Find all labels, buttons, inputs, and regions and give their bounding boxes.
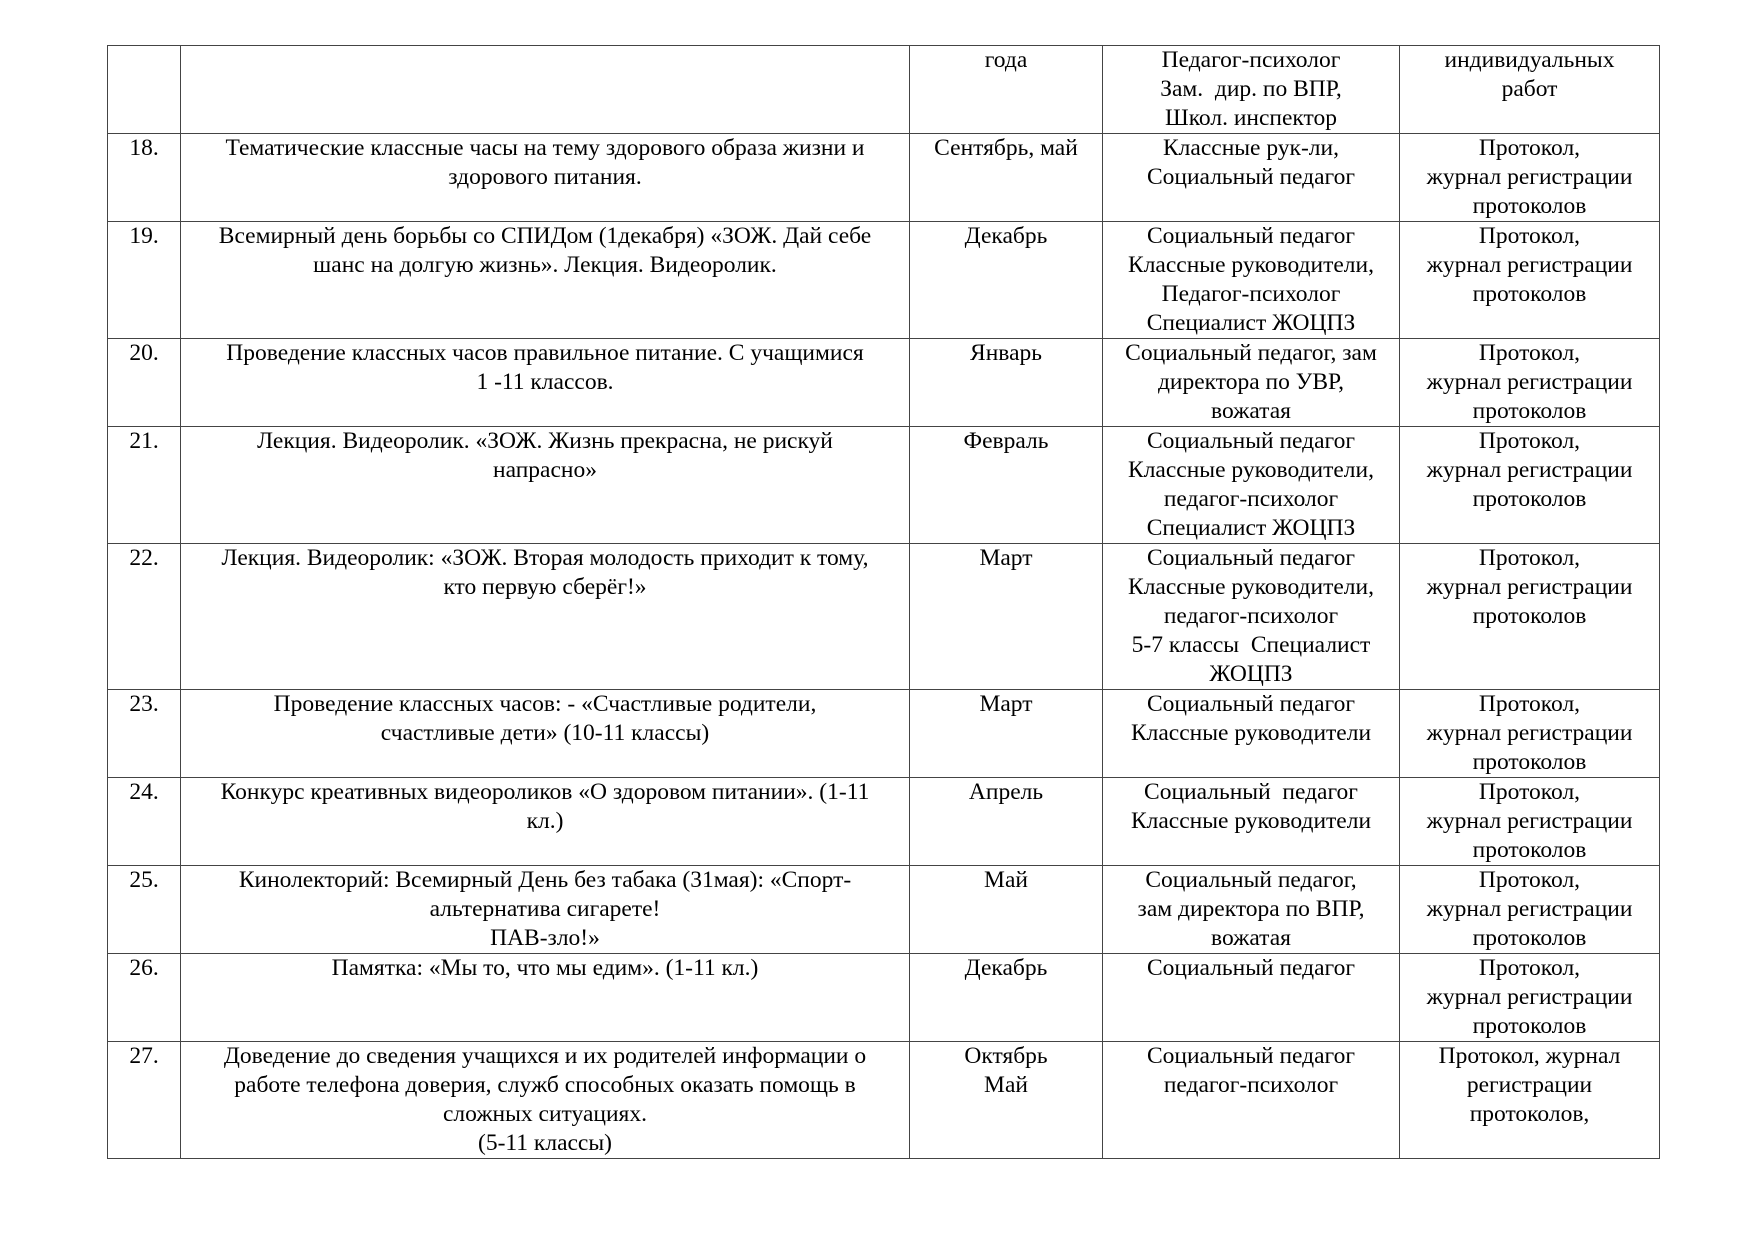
event-cell bbox=[181, 1042, 910, 1159]
responsible-cell-line: Социальный педагог bbox=[1146, 164, 1355, 190]
report-form-cell bbox=[1400, 339, 1660, 427]
responsible-cell-line: Специалист ЖОЦПЗ bbox=[1146, 310, 1356, 336]
event-cell bbox=[181, 778, 910, 866]
term-cell bbox=[910, 427, 1103, 544]
term-cell bbox=[910, 222, 1103, 339]
row-number-cell-text: 20. bbox=[129, 340, 159, 366]
table-row bbox=[108, 222, 1660, 339]
event-cell bbox=[181, 339, 910, 427]
responsible-cell-line: педагог-психолог bbox=[1163, 486, 1339, 512]
report-form-cell-line: Протокол, bbox=[1478, 955, 1581, 981]
report-form-cell-line: Протокол, bbox=[1478, 223, 1581, 249]
report-form-cell bbox=[1400, 690, 1660, 778]
responsible-cell-line: вожатая bbox=[1211, 925, 1291, 951]
report-form-cell-line: журнал регистрации bbox=[1426, 164, 1633, 190]
responsible-cell-line: педагог-психолог bbox=[1163, 1072, 1339, 1098]
responsible-cell-line: Классные руководители bbox=[1130, 720, 1372, 746]
report-form-cell bbox=[1400, 134, 1660, 222]
responsible-cell bbox=[1103, 222, 1400, 339]
term-cell-line: Январь bbox=[970, 340, 1042, 366]
table-row bbox=[108, 339, 1660, 427]
report-form-cell-line: протоколов bbox=[1472, 925, 1587, 951]
term-cell bbox=[910, 339, 1103, 427]
term-cell bbox=[910, 954, 1103, 1042]
event-cell bbox=[181, 46, 910, 134]
report-form-cell-line: журнал регистрации bbox=[1426, 457, 1633, 483]
responsible-cell bbox=[1103, 1042, 1400, 1159]
responsible-cell-line: Зам. дир. по ВПР, bbox=[1160, 76, 1342, 102]
table-row bbox=[108, 427, 1660, 544]
table-row bbox=[108, 544, 1660, 690]
responsible-cell-line: Социальный педагог bbox=[1146, 1043, 1355, 1069]
responsible-cell-line: Классные рук-ли, bbox=[1163, 135, 1339, 161]
event-cell-line: Конкурс креативных видеороликов «О здоровом питании». (1-11 bbox=[220, 779, 870, 805]
report-form-cell-line: Протокол, bbox=[1478, 867, 1581, 893]
responsible-cell-line: ЖОЦПЗ bbox=[1209, 661, 1293, 687]
event-cell-line: шанс на долгую жизнь». Лекция. Видеоролик. bbox=[313, 252, 777, 278]
event-cell-line: напрасно» bbox=[493, 457, 597, 483]
event-cell-line: альтернатива сигарете! bbox=[429, 896, 661, 922]
term-cell bbox=[910, 544, 1103, 690]
row-number-cell-text: 24. bbox=[129, 779, 159, 805]
report-form-cell-line: журнал регистрации bbox=[1426, 252, 1633, 278]
event-cell bbox=[181, 134, 910, 222]
responsible-cell-line: Классные руководители, bbox=[1128, 252, 1374, 278]
report-form-cell-line: Протокол, bbox=[1478, 428, 1581, 454]
report-form-cell-line: журнал регистрации bbox=[1426, 808, 1633, 834]
responsible-cell bbox=[1103, 46, 1400, 134]
report-form-cell-line: журнал регистрации bbox=[1426, 720, 1633, 746]
event-cell-line: Памятка: «Мы то, что мы едим». (1-11 кл.) bbox=[331, 955, 759, 981]
responsible-cell-line: Социальный педагог bbox=[1146, 955, 1355, 981]
event-cell-line: сложных ситуациях. bbox=[443, 1101, 647, 1127]
report-form-cell-line: работ bbox=[1501, 76, 1558, 102]
responsible-cell bbox=[1103, 954, 1400, 1042]
report-form-cell bbox=[1400, 544, 1660, 690]
responsible-cell-line: Классные руководители, bbox=[1128, 457, 1374, 483]
report-form-cell-line: протоколов bbox=[1472, 193, 1587, 219]
responsible-cell-line: Педагог-психолог bbox=[1161, 47, 1341, 73]
report-form-cell-line: регистрации bbox=[1466, 1072, 1593, 1098]
table-row bbox=[108, 866, 1660, 954]
responsible-cell-line: зам директора по ВПР, bbox=[1137, 896, 1365, 922]
term-cell bbox=[910, 690, 1103, 778]
row-number-cell-text: 25. bbox=[129, 867, 159, 893]
term-cell-line: Апрель bbox=[968, 779, 1044, 805]
report-form-cell bbox=[1400, 427, 1660, 544]
report-form-cell-line: протоколов bbox=[1472, 398, 1587, 424]
report-form-cell-line: Протокол, bbox=[1478, 545, 1581, 571]
table-row bbox=[108, 778, 1660, 866]
event-cell bbox=[181, 427, 910, 544]
responsible-cell-line: Педагог-психолог bbox=[1161, 281, 1341, 307]
event-cell-line: здорового питания. bbox=[448, 164, 642, 190]
responsible-cell-line: Социальный педагог bbox=[1146, 691, 1355, 717]
table-row bbox=[108, 134, 1660, 222]
report-form-cell-line: журнал регистрации bbox=[1426, 896, 1633, 922]
row-number-cell bbox=[108, 427, 181, 544]
responsible-cell-line: Социальный педагог bbox=[1144, 779, 1358, 805]
term-cell bbox=[910, 778, 1103, 866]
event-cell-line: Лекция. Видеоролик: «ЗОЖ. Вторая молодость приходит к тому, bbox=[221, 545, 869, 571]
event-cell-line: счастливые дети» (10-11 классы) bbox=[380, 720, 710, 746]
responsible-cell-line: Социальный педагог, bbox=[1145, 867, 1357, 893]
event-cell-line: работе телефона доверия, служб способных оказать помощь в bbox=[234, 1072, 856, 1098]
event-cell bbox=[181, 866, 910, 954]
term-cell-line: Декабрь bbox=[964, 223, 1048, 249]
report-form-cell-line: протоколов, bbox=[1469, 1101, 1590, 1127]
report-form-cell bbox=[1400, 1042, 1660, 1159]
report-form-cell-line: Протокол, bbox=[1478, 135, 1581, 161]
term-cell-line: Май bbox=[984, 1072, 1028, 1098]
report-form-cell bbox=[1400, 222, 1660, 339]
responsible-cell-line: Социальный педагог, зам bbox=[1125, 340, 1377, 366]
responsible-cell-line: Социальный педагог bbox=[1146, 545, 1355, 571]
report-form-cell-line: журнал регистрации bbox=[1426, 369, 1633, 395]
responsible-cell bbox=[1103, 866, 1400, 954]
report-form-cell-line: индивидуальных bbox=[1444, 47, 1615, 73]
row-number-cell-text: 23. bbox=[129, 691, 159, 717]
events-plan-table bbox=[107, 45, 1660, 1159]
row-number-cell bbox=[108, 222, 181, 339]
report-form-cell bbox=[1400, 866, 1660, 954]
report-form-cell-line: протоколов bbox=[1472, 1013, 1587, 1039]
report-form-cell-line: протоколов bbox=[1472, 749, 1587, 775]
row-number-cell bbox=[108, 778, 181, 866]
term-cell-line: года bbox=[984, 47, 1028, 73]
responsible-cell-line: 5-7 классы Специалист bbox=[1131, 632, 1371, 658]
report-form-cell-line: Протокол, журнал bbox=[1438, 1043, 1621, 1069]
row-number-cell bbox=[108, 544, 181, 690]
responsible-cell bbox=[1103, 427, 1400, 544]
event-cell-line: кл.) bbox=[526, 808, 564, 834]
event-cell-line: Проведение классных часов правильное питание. С учащимися bbox=[226, 340, 864, 366]
row-number-cell bbox=[108, 339, 181, 427]
event-cell-line: (5-11 классы) bbox=[478, 1130, 612, 1156]
term-cell-line: Март bbox=[979, 545, 1033, 571]
event-cell-line: 1 -11 классов. bbox=[476, 369, 614, 395]
term-cell bbox=[910, 46, 1103, 134]
term-cell bbox=[910, 866, 1103, 954]
term-cell-line: Декабрь bbox=[964, 955, 1048, 981]
event-cell-line: Доведение до сведения учащихся и их родителей информации о bbox=[223, 1043, 867, 1069]
responsible-cell bbox=[1103, 778, 1400, 866]
table-row bbox=[108, 690, 1660, 778]
event-cell-line: ПАВ-зло!» bbox=[490, 925, 600, 951]
report-form-cell bbox=[1400, 954, 1660, 1042]
term-cell bbox=[910, 1042, 1103, 1159]
row-number-cell-text: 18. bbox=[129, 135, 159, 161]
responsible-cell-line: директора по УВР, bbox=[1157, 369, 1345, 395]
responsible-cell-line: Специалист ЖОЦПЗ bbox=[1146, 515, 1356, 541]
row-number-cell bbox=[108, 1042, 181, 1159]
row-number-cell bbox=[108, 690, 181, 778]
responsible-cell bbox=[1103, 134, 1400, 222]
responsible-cell bbox=[1103, 544, 1400, 690]
term-cell-line: Сентябрь, май bbox=[934, 135, 1078, 161]
row-number-cell-text: 27. bbox=[129, 1043, 159, 1069]
report-form-cell-line: Протокол, bbox=[1478, 691, 1581, 717]
responsible-cell-line: Школ. инспектор bbox=[1164, 105, 1337, 131]
report-form-cell-line: журнал регистрации bbox=[1426, 574, 1633, 600]
report-form-cell-line: протоколов bbox=[1472, 603, 1587, 629]
event-cell-line: Проведение классных часов: - «Счастливые родители, bbox=[273, 691, 817, 717]
event-cell-line: Кинолекторий: Всемирный День без табака (31мая): «Спорт- bbox=[238, 867, 852, 893]
term-cell bbox=[910, 134, 1103, 222]
event-cell bbox=[181, 690, 910, 778]
table-row bbox=[108, 954, 1660, 1042]
row-number-cell-text: 21. bbox=[129, 428, 159, 454]
responsible-cell-line: Социальный педагог bbox=[1146, 428, 1355, 454]
row-number-cell bbox=[108, 866, 181, 954]
report-form-cell-line: Протокол, bbox=[1478, 340, 1581, 366]
event-cell bbox=[181, 544, 910, 690]
responsible-cell-line: педагог-психолог bbox=[1163, 603, 1339, 629]
responsible-cell bbox=[1103, 690, 1400, 778]
term-cell-line: Март bbox=[979, 691, 1033, 717]
row-number-cell bbox=[108, 954, 181, 1042]
report-form-cell-line: протоколов bbox=[1472, 837, 1587, 863]
report-form-cell-line: Протокол, bbox=[1478, 779, 1581, 805]
term-cell-line: Май bbox=[984, 867, 1028, 893]
report-form-cell-line: журнал регистрации bbox=[1426, 984, 1633, 1010]
table-row bbox=[108, 1042, 1660, 1159]
row-number-cell bbox=[108, 46, 181, 134]
row-number-cell-text: 26. bbox=[129, 955, 159, 981]
event-cell-line: Всемирный день борьбы со СПИДом (1декабря) «ЗОЖ. Дай себе bbox=[218, 223, 872, 249]
term-cell-line: Февраль bbox=[963, 428, 1049, 454]
row-number-cell bbox=[108, 134, 181, 222]
row-number-cell-text: 19. bbox=[129, 223, 159, 249]
event-cell bbox=[181, 222, 910, 339]
responsible-cell-line: Классные руководители, bbox=[1128, 574, 1374, 600]
row-number-cell-text: 22. bbox=[129, 545, 159, 571]
event-cell bbox=[181, 954, 910, 1042]
event-cell-line: Лекция. Видеоролик. «ЗОЖ. Жизнь прекрасна, не рискуй bbox=[257, 428, 833, 454]
table-row bbox=[108, 46, 1660, 134]
responsible-cell bbox=[1103, 339, 1400, 427]
report-form-cell-line: протоколов bbox=[1472, 486, 1587, 512]
event-cell-line: кто первую сберёг!» bbox=[443, 574, 647, 600]
report-form-cell bbox=[1400, 778, 1660, 866]
report-form-cell bbox=[1400, 46, 1660, 134]
responsible-cell-line: Классные руководители bbox=[1130, 808, 1372, 834]
responsible-cell-line: Социальный педагог bbox=[1146, 223, 1355, 249]
document-page bbox=[107, 45, 1659, 1159]
responsible-cell-line: вожатая bbox=[1211, 398, 1291, 424]
report-form-cell-line: протоколов bbox=[1472, 281, 1587, 307]
table-body bbox=[108, 46, 1660, 1159]
term-cell-line: Октябрь bbox=[964, 1043, 1048, 1069]
event-cell-line: Тематические классные часы на тему здорового образа жизни и bbox=[225, 135, 865, 161]
